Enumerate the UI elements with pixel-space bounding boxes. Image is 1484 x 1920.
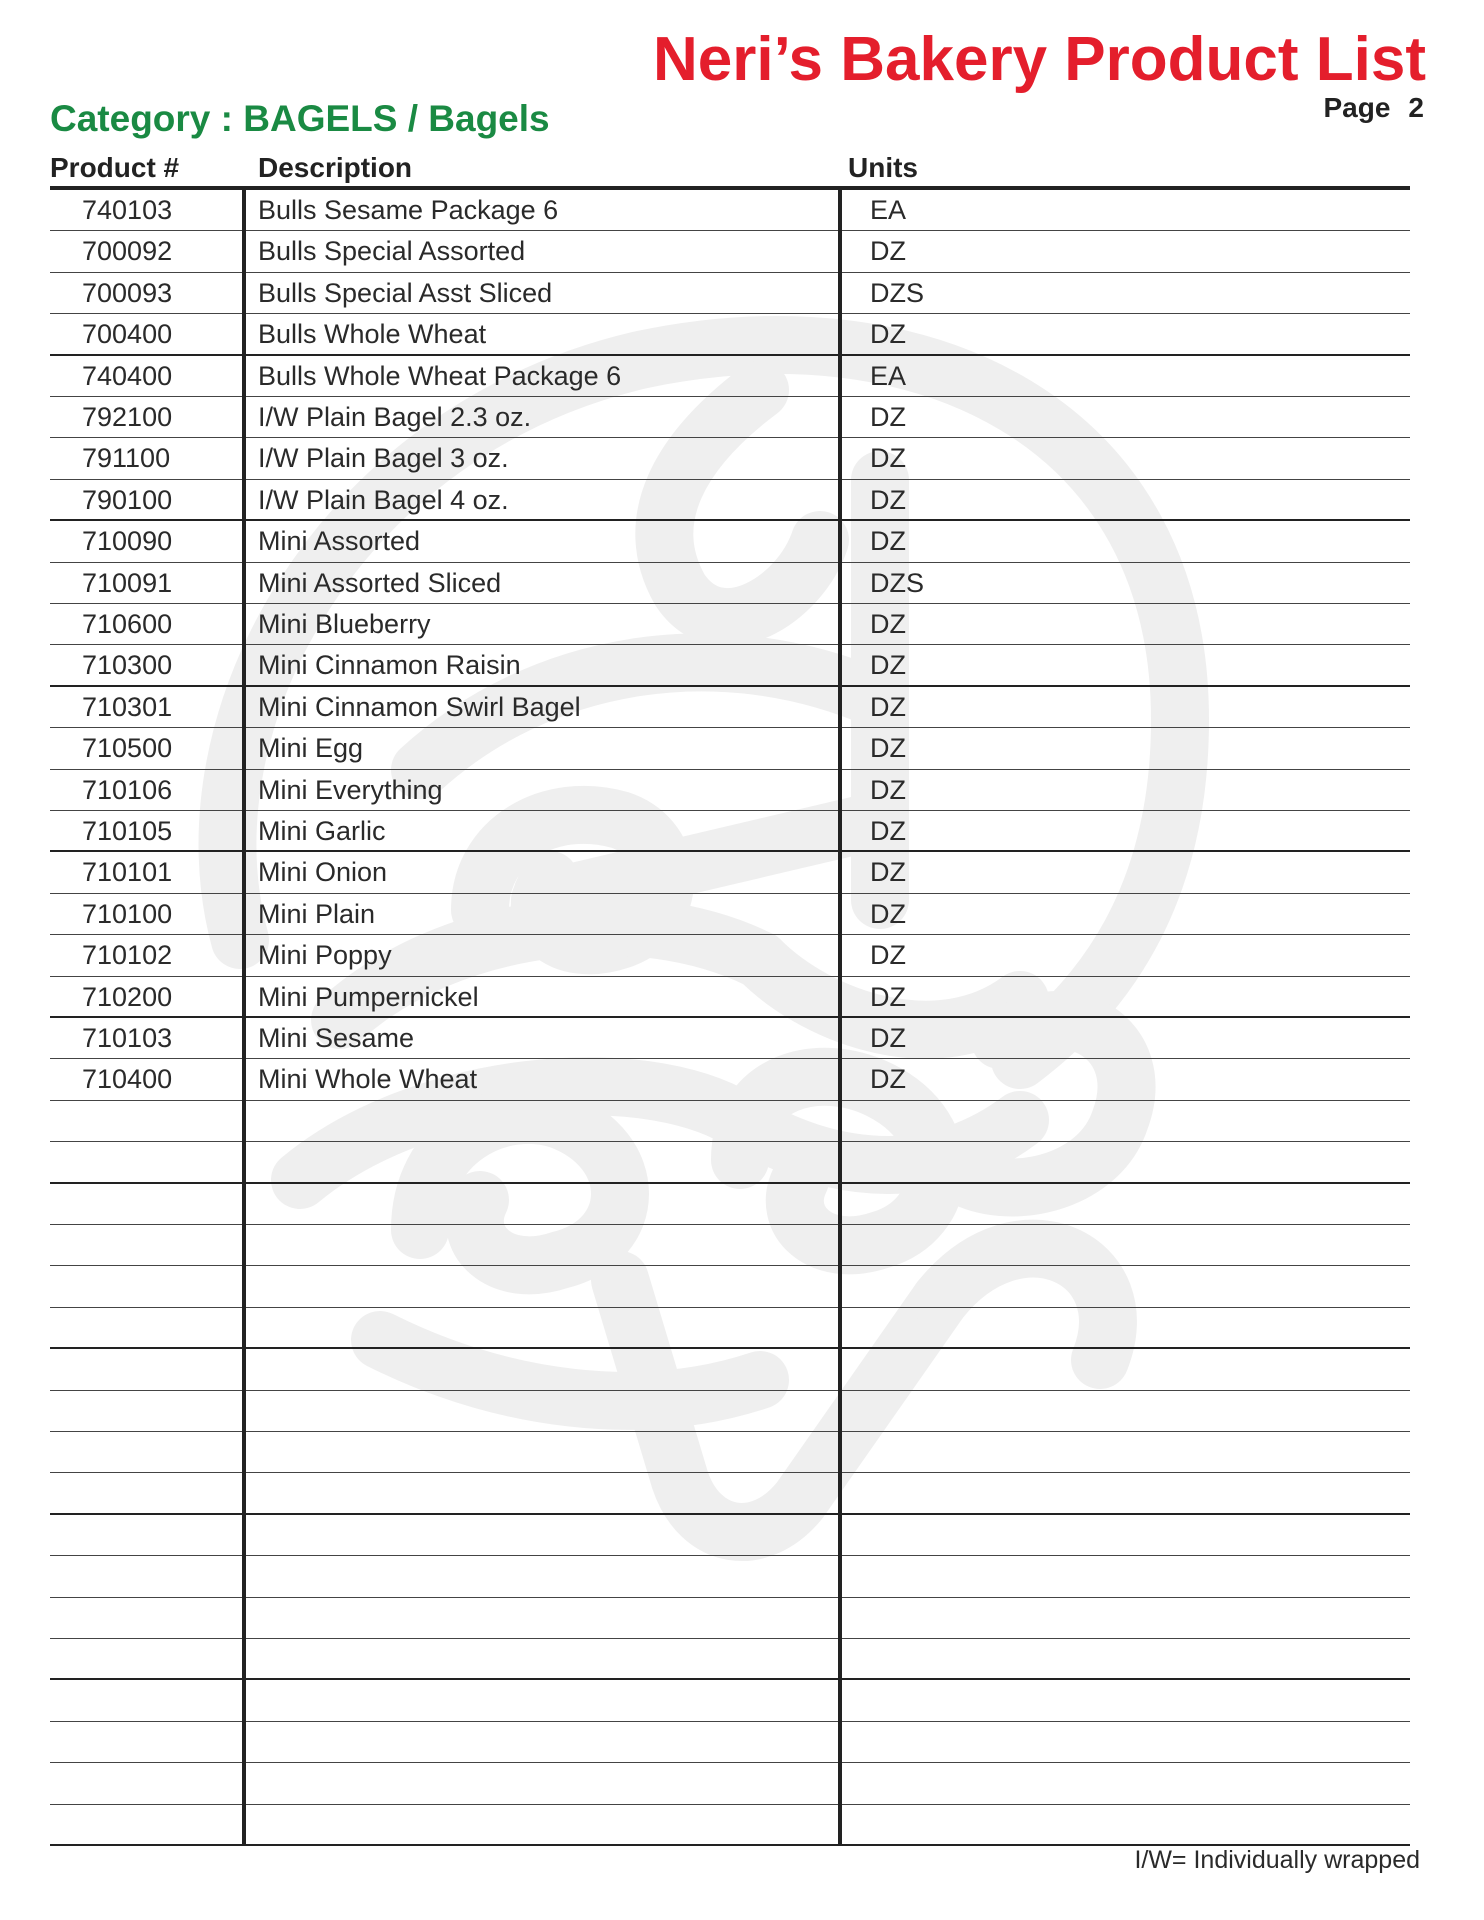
empty-row [50, 1515, 1410, 1556]
description-cell: Mini Pumpernickel [258, 981, 479, 1012]
empty-row [50, 1680, 1410, 1721]
empty-row [50, 1391, 1410, 1432]
product-number-cell: 710102 [82, 940, 173, 971]
product-number-cell: 790100 [82, 484, 173, 515]
table-row [50, 438, 1410, 479]
page-label: Page [1323, 92, 1391, 123]
description-cell: Bulls Whole Wheat Package 6 [258, 360, 622, 391]
description-cell: Mini Poppy [258, 940, 392, 971]
empty-row [50, 1184, 1410, 1225]
empty-row [50, 1473, 1410, 1514]
empty-row [50, 1763, 1410, 1804]
product-number-cell: 700400 [82, 319, 173, 350]
product-number-cell: 710106 [82, 774, 173, 805]
units-cell: DZ [870, 236, 906, 267]
table-row [50, 770, 1410, 811]
column-divider-2 [838, 190, 842, 1846]
units-cell: DZ [870, 1023, 906, 1053]
description-cell: I/W Plain Bagel 2.3 oz. [258, 402, 532, 432]
category-heading: Category : BAGELS / Bagels [50, 98, 550, 139]
units-cell: DZ [870, 816, 906, 846]
product-number-cell: 710301 [82, 691, 173, 722]
description-cell: Mini Everything [258, 774, 443, 805]
product-number-cell: 700092 [82, 236, 173, 267]
units-cell: DZ [870, 691, 906, 722]
product-number-cell: 792100 [82, 402, 173, 432]
product-number-cell: 740103 [82, 195, 173, 225]
description-cell: Mini Onion [258, 857, 388, 888]
table-row [50, 397, 1410, 438]
description-cell: Mini Assorted Sliced [258, 567, 502, 598]
units-cell: DZ [870, 319, 906, 350]
product-number-cell: 710091 [82, 567, 173, 598]
description-cell: Mini Garlic [258, 816, 386, 846]
empty-row [50, 1432, 1410, 1473]
product-number-cell: 710200 [82, 981, 173, 1012]
description-cell: Mini Cinnamon Swirl Bagel [258, 691, 581, 722]
units-cell: DZ [870, 1064, 906, 1095]
units-cell: DZ [870, 898, 906, 929]
table-row [50, 273, 1410, 314]
description-cell: Bulls Sesame Package 6 [258, 195, 559, 225]
table-row [50, 480, 1410, 521]
product-number-cell: 710090 [82, 526, 173, 557]
description-cell: Mini Blueberry [258, 609, 431, 639]
table-row [50, 811, 1410, 852]
empty-row [50, 1142, 1410, 1183]
product-number-cell: 710500 [82, 733, 173, 764]
description-cell: Bulls Special Asst Sliced [258, 277, 553, 308]
empty-row [50, 1101, 1410, 1142]
units-cell: DZ [870, 402, 906, 432]
empty-row [50, 1225, 1410, 1266]
empty-row [50, 1722, 1410, 1763]
table-row [50, 645, 1410, 686]
column-header-product: Product # [50, 152, 180, 183]
column-header-units: Units [848, 152, 918, 183]
table-row [50, 563, 1410, 604]
units-cell: DZ [870, 733, 906, 764]
units-cell: DZ [870, 940, 906, 971]
column-header-description: Description [258, 152, 413, 183]
empty-row [50, 1598, 1410, 1639]
product-number-cell: 710100 [82, 898, 173, 929]
description-cell: Mini Egg [258, 733, 364, 764]
table-row [50, 977, 1410, 1018]
description-cell: Mini Assorted [258, 526, 421, 557]
footnote: I/W= Individually wrapped [1134, 1846, 1420, 1874]
product-number-cell: 710300 [82, 650, 173, 681]
empty-row [50, 1556, 1410, 1597]
table-row [50, 1018, 1410, 1059]
units-cell: DZ [870, 484, 906, 515]
units-cell: DZ [870, 526, 906, 557]
description-cell: Mini Plain [258, 898, 376, 929]
description-cell: Bulls Whole Wheat [258, 319, 487, 350]
product-number-cell: 791100 [82, 443, 171, 474]
empty-row [50, 1805, 1410, 1846]
table-row [50, 894, 1410, 935]
product-number-cell: 710103 [82, 1023, 173, 1053]
product-number-cell: 710600 [82, 609, 173, 639]
table-row [50, 1059, 1410, 1100]
description-cell: Mini Whole Wheat [258, 1064, 478, 1095]
product-number-cell: 710101 [82, 857, 173, 888]
description-cell: Mini Cinnamon Raisin [258, 650, 521, 681]
units-cell: DZ [870, 857, 906, 888]
table-row [50, 356, 1410, 397]
empty-row [50, 1349, 1410, 1390]
product-number-cell: 700093 [82, 277, 173, 308]
table-row [50, 852, 1410, 893]
table-row [50, 314, 1410, 355]
table-row [50, 935, 1410, 976]
product-number-cell: 710105 [82, 816, 173, 846]
units-cell: EA [870, 360, 907, 391]
product-number-cell: 740400 [82, 360, 173, 391]
units-cell: DZS [870, 277, 924, 308]
table-row [50, 521, 1410, 562]
table-row [50, 687, 1410, 728]
units-cell: DZ [870, 609, 906, 639]
description-cell: I/W Plain Bagel 3 oz. [258, 443, 509, 474]
table-row [50, 728, 1410, 769]
description-cell: Bulls Special Assorted [258, 236, 526, 267]
empty-row [50, 1639, 1410, 1680]
column-divider-1 [242, 190, 246, 1846]
units-cell: DZ [870, 981, 906, 1012]
description-cell: Mini Sesame [258, 1023, 415, 1053]
units-cell: DZ [870, 650, 906, 681]
page-indicator [1323, 92, 1424, 124]
document-title: Neri’s Bakery Product List [653, 25, 1426, 94]
units-cell: DZS [870, 567, 924, 598]
units-cell: DZ [870, 774, 906, 805]
empty-row [50, 1308, 1410, 1349]
table-row [50, 604, 1410, 645]
table-row [50, 190, 1410, 231]
description-cell: I/W Plain Bagel 4 oz. [258, 484, 509, 515]
table-row [50, 231, 1410, 272]
units-cell: EA [870, 195, 907, 225]
empty-row [50, 1266, 1410, 1307]
units-cell: DZ [870, 443, 906, 474]
page-number: 2 [1408, 92, 1424, 123]
product-number-cell: 710400 [82, 1064, 173, 1095]
